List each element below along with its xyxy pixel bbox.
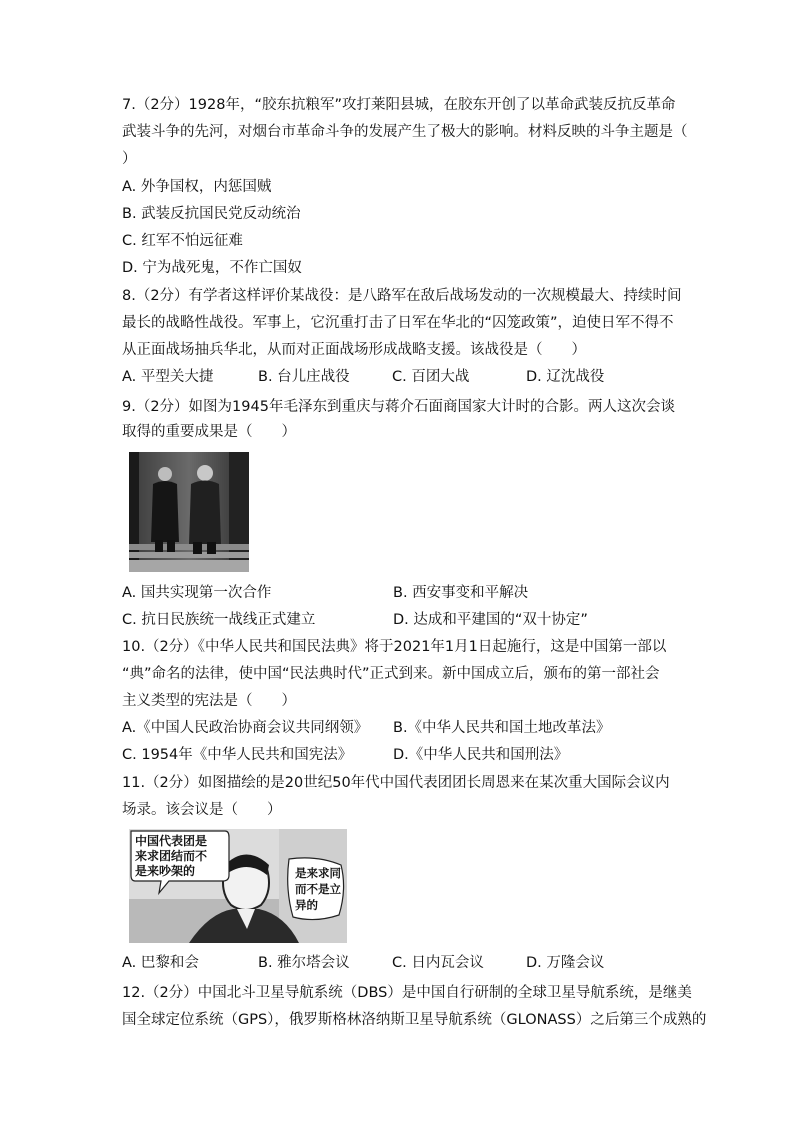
q10-option-b: B.《中华人民共和国土地改革法》	[393, 720, 611, 736]
q9-option-c: C. 抗日民族统一战线正式建立	[122, 612, 316, 628]
bubble-right-line-1: 是来求同	[295, 866, 341, 880]
q9-stem-line-2: 取得的重要成果是（ ）	[122, 424, 296, 440]
q12-stem-line-2: 国全球定位系统（GPS），俄罗斯格林洛纳斯卫星导航系统（GLONASS）之后第三个成熟的	[122, 1012, 707, 1028]
bubble-left-line-1: 中国代表团是	[135, 834, 208, 848]
q11-stem-line-1: 11.（2分）如图描绘的是20世纪50年代中国代表团团长周恩来在某次重大国际会议内	[122, 775, 670, 791]
q8-stem-line-1: 8.（2分）有学者这样评价某战役：是八路军在敌后战场发动的一次规模最大、持续时间	[122, 288, 682, 304]
q8-option-d: D. 辽沈战役	[526, 369, 605, 385]
bubble-left-line-2: 来求团结而不	[135, 849, 208, 863]
q10-stem-line-1: 10.（2分）《中华人民共和国民法典》将于2021年1月1日起施行，这是中国第一部以	[122, 639, 667, 655]
q10-option-d: D.《中华人民共和国刑法》	[393, 747, 569, 763]
q10-stem-line-2: “典”命名的法律，使中国“民法典时代”正式到来。新中国成立后，颁布的第一部社会	[122, 666, 660, 682]
q7-stem-line-3: ）	[122, 151, 137, 167]
q11-option-a: A. 巴黎和会	[122, 955, 199, 971]
q8-stem-line-2: 最长的战略性战役。军事上，它沉重打击了日军在华北的“囚笼政策”，迫使日军不得不	[122, 315, 674, 331]
q7-option-c: C. 红军不怕远征难	[122, 233, 243, 249]
historical-photo	[129, 452, 249, 572]
cartoon-illustration	[129, 829, 347, 943]
q8-option-a: A. 平型关大捷	[122, 369, 214, 385]
q10-option-c: C. 1954年《中华人民共和国宪法》	[122, 747, 353, 763]
q7-option-b: B. 武装反抗国民党反动统治	[122, 206, 301, 222]
q10-option-a: A.《中国人民政治协商会议共同纲领》	[122, 720, 369, 736]
bubble-right-line-2: 而不是立	[295, 882, 341, 896]
q11-stem-line-2: 场录。该会议是（ ）	[122, 802, 282, 818]
q7-stem-line-1: 7.（2分）1928年，“胶东抗粮军”攻打莱阳县城，在胶东开创了以革命武装反抗反革命	[122, 97, 676, 113]
q9-option-d: D. 达成和平建国的“双十协定”	[393, 612, 588, 628]
bubble-right-line-3: 异的	[295, 898, 318, 912]
q8-stem-line-3: 从正面战场抽兵华北，从而对正面战场形成战略支援。该战役是（ ）	[122, 342, 586, 358]
q7-option-a: A. 外争国权，内惩国贼	[122, 179, 272, 195]
q10-stem-line-3: 主义类型的宪法是（ ）	[122, 693, 296, 709]
q11-option-b: B. 雅尔塔会议	[258, 955, 350, 971]
q8-option-b: B. 台儿庄战役	[258, 369, 350, 385]
bubble-left-line-3: 是来吵架的	[135, 864, 196, 878]
q9-option-b: B. 西安事变和平解决	[393, 585, 529, 601]
q9-option-a: A. 国共实现第一次合作	[122, 585, 272, 601]
q7-stem-line-2: 武装斗争的先河，对烟台市革命斗争的发展产生了极大的影响。材料反映的斗争主题是（	[122, 124, 688, 140]
q8-option-c: C. 百团大战	[392, 369, 470, 385]
q11-option-d: D. 万隆会议	[526, 955, 605, 971]
q7-option-d: D. 宁为战死鬼，不作亡国奴	[122, 260, 302, 276]
q9-stem-line-1: 9.（2分）如图为1945年毛泽东到重庆与蒋介石面商国家大计时的合影。两人这次会谈	[122, 399, 675, 415]
q11-option-c: C. 日内瓦会议	[392, 955, 484, 971]
q12-stem-line-1: 12.（2分）中国北斗卫星导航系统（DBS）是中国自行研制的全球卫星导航系统，是继美	[122, 985, 692, 1001]
